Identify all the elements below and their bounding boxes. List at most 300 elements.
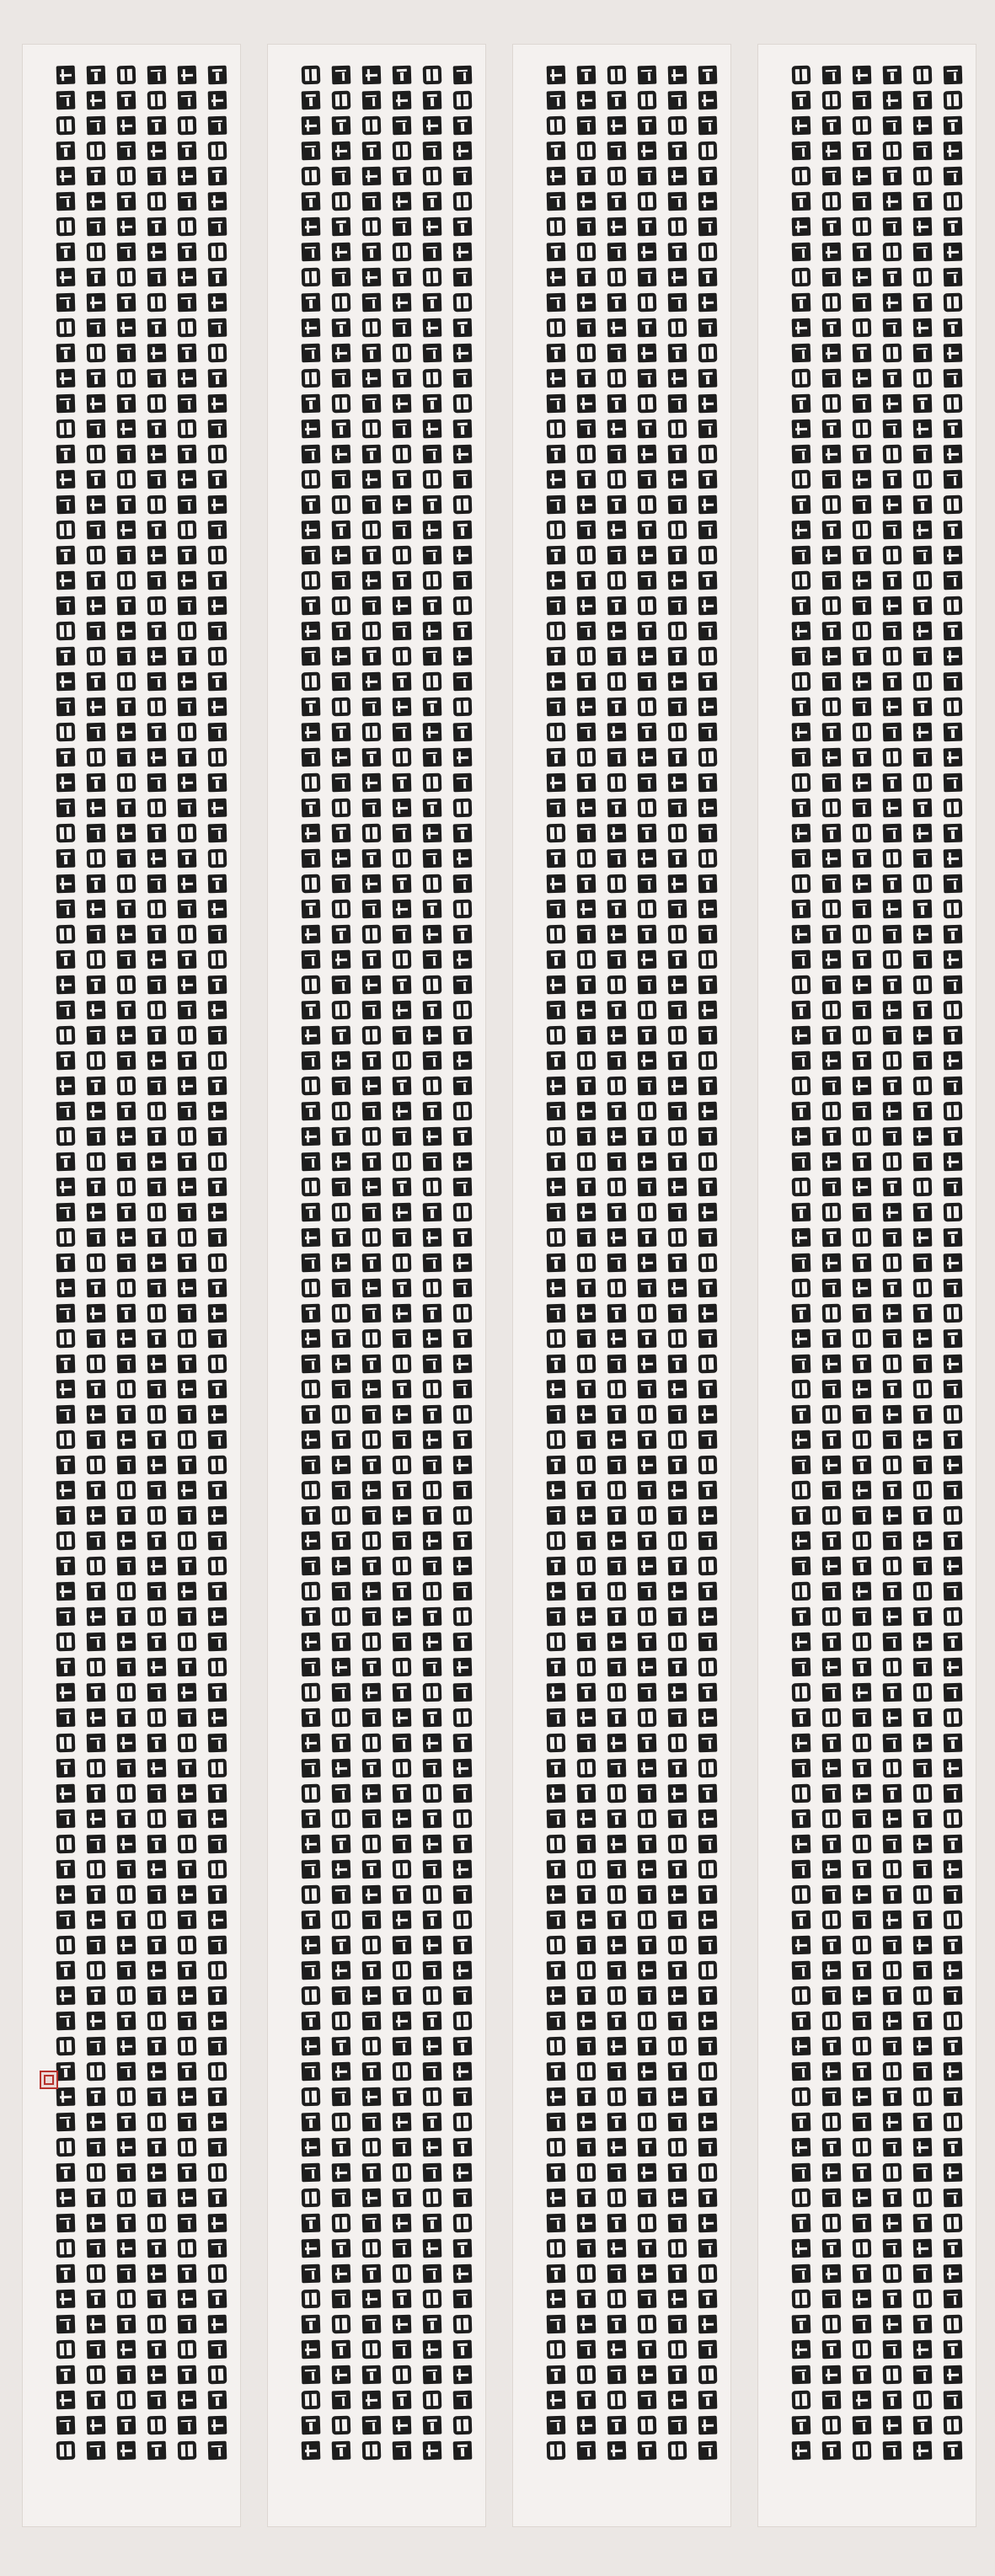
calligraphy-character-icon	[853, 1481, 872, 1500]
calligraphy-character-icon	[668, 622, 687, 641]
calligraphy-character-icon	[668, 849, 687, 868]
calligraphy-character-icon	[668, 1102, 687, 1121]
calligraphy-character-icon	[362, 925, 382, 944]
calligraphy-character-icon	[944, 546, 963, 565]
calligraphy-character-icon	[547, 2264, 566, 2284]
calligraphy-character-icon	[423, 2012, 442, 2031]
calligraphy-character-icon	[208, 116, 227, 136]
calligraphy-character-icon	[792, 1026, 811, 1045]
calligraphy-character-icon	[822, 1759, 842, 1778]
calligraphy-character-icon	[332, 91, 351, 110]
calligraphy-character-icon	[913, 874, 933, 894]
calligraphy-character-icon	[913, 1380, 933, 1399]
calligraphy-character-icon	[698, 394, 718, 414]
calligraphy-character-icon	[638, 1911, 657, 1930]
calligraphy-character-icon	[423, 470, 442, 489]
calligraphy-character-icon	[423, 1456, 442, 1475]
calligraphy-character-icon	[883, 2441, 902, 2461]
calligraphy-character-icon	[547, 1329, 566, 1349]
calligraphy-character-icon	[822, 2391, 842, 2410]
calligraphy-character-icon	[792, 1809, 811, 1829]
calligraphy-character-icon	[607, 369, 627, 388]
calligraphy-character-icon	[302, 167, 321, 186]
calligraphy-character-icon	[178, 420, 197, 439]
calligraphy-character-icon	[362, 1001, 382, 1020]
calligraphy-character-icon	[944, 2365, 963, 2385]
calligraphy-character-icon	[332, 420, 351, 439]
calligraphy-character-icon	[453, 2087, 473, 2107]
calligraphy-character-icon	[56, 1481, 76, 1500]
calligraphy-character-icon	[883, 874, 902, 894]
calligraphy-character-icon	[453, 1936, 473, 1955]
calligraphy-character-icon	[638, 1456, 657, 1475]
calligraphy-character-icon	[302, 1279, 321, 1298]
calligraphy-character-icon	[178, 2037, 197, 2056]
calligraphy-character-icon	[547, 2416, 566, 2435]
calligraphy-character-icon	[178, 1001, 197, 1020]
calligraphy-character-icon	[453, 1051, 473, 1071]
calligraphy-character-icon	[607, 1885, 627, 1905]
calligraphy-character-icon	[577, 1279, 596, 1298]
calligraphy-character-icon	[332, 1001, 351, 1020]
calligraphy-character-icon	[208, 1077, 227, 1096]
calligraphy-character-icon	[117, 1127, 136, 1146]
calligraphy-character-icon	[792, 192, 811, 211]
calligraphy-character-icon	[607, 2087, 627, 2107]
calligraphy-character-icon	[56, 2264, 76, 2284]
calligraphy-character-icon	[147, 900, 167, 919]
calligraphy-character-icon	[117, 622, 136, 641]
calligraphy-character-icon	[577, 1809, 596, 1829]
calligraphy-character-icon	[577, 1329, 596, 1349]
calligraphy-character-icon	[607, 1127, 627, 1146]
calligraphy-character-icon	[822, 268, 842, 287]
calligraphy-character-icon	[577, 1582, 596, 1601]
calligraphy-character-icon	[362, 2189, 382, 2208]
calligraphy-character-icon	[577, 445, 596, 464]
calligraphy-character-icon	[698, 470, 718, 489]
calligraphy-character-icon	[913, 1329, 933, 1349]
calligraphy-character-icon	[792, 2416, 811, 2435]
calligraphy-character-icon	[117, 66, 136, 85]
calligraphy-character-icon	[547, 799, 566, 818]
calligraphy-character-icon	[577, 1026, 596, 1045]
calligraphy-character-icon	[638, 1506, 657, 1526]
calligraphy-character-icon	[332, 192, 351, 211]
calligraphy-character-icon	[577, 394, 596, 414]
calligraphy-character-icon	[883, 1304, 902, 1323]
calligraphy-character-icon	[332, 950, 351, 970]
calligraphy-character-icon	[668, 268, 687, 287]
calligraphy-character-icon	[453, 445, 473, 464]
calligraphy-character-icon	[208, 2062, 227, 2082]
calligraphy-character-icon	[607, 1860, 627, 1879]
calligraphy-character-icon	[638, 1885, 657, 1905]
calligraphy-character-icon	[792, 142, 811, 161]
calligraphy-character-icon	[208, 824, 227, 843]
calligraphy-character-icon	[822, 1405, 842, 1424]
calligraphy-character-icon	[332, 2264, 351, 2284]
calligraphy-character-icon	[393, 2037, 412, 2056]
calligraphy-character-icon	[792, 2037, 811, 2056]
calligraphy-character-icon	[302, 495, 321, 515]
calligraphy-character-icon	[393, 1228, 412, 1248]
calligraphy-character-icon	[668, 2214, 687, 2233]
calligraphy-character-icon	[302, 1936, 321, 1955]
calligraphy-character-icon	[607, 394, 627, 414]
text-column-3	[882, 66, 902, 2500]
calligraphy-character-icon	[822, 66, 842, 85]
calligraphy-character-icon	[547, 470, 566, 489]
calligraphy-character-icon	[913, 318, 933, 338]
calligraphy-character-icon	[668, 874, 687, 894]
calligraphy-character-icon	[853, 1405, 872, 1424]
calligraphy-character-icon	[302, 571, 321, 591]
calligraphy-character-icon	[944, 1835, 963, 1854]
calligraphy-character-icon	[577, 1759, 596, 1778]
calligraphy-character-icon	[56, 622, 76, 641]
calligraphy-character-icon	[302, 369, 321, 388]
calligraphy-character-icon	[87, 2214, 106, 2233]
calligraphy-character-icon	[668, 1405, 687, 1424]
calligraphy-character-icon	[853, 142, 872, 161]
calligraphy-character-icon	[208, 318, 227, 338]
calligraphy-character-icon	[332, 2113, 351, 2132]
calligraphy-character-icon	[302, 344, 321, 363]
calligraphy-character-icon	[792, 2012, 811, 2031]
calligraphy-character-icon	[362, 1127, 382, 1146]
calligraphy-character-icon	[208, 1304, 227, 1323]
calligraphy-character-icon	[147, 2365, 167, 2385]
calligraphy-character-icon	[638, 1051, 657, 1071]
calligraphy-character-icon	[56, 66, 76, 85]
calligraphy-character-icon	[698, 2290, 718, 2309]
calligraphy-character-icon	[208, 1557, 227, 1576]
calligraphy-character-icon	[883, 445, 902, 464]
calligraphy-character-icon	[792, 167, 811, 186]
calligraphy-character-icon	[607, 2138, 627, 2157]
calligraphy-character-icon	[944, 1809, 963, 1829]
calligraphy-character-icon	[607, 571, 627, 591]
calligraphy-character-icon	[607, 672, 627, 692]
calligraphy-character-icon	[822, 1633, 842, 1652]
calligraphy-character-icon	[147, 2138, 167, 2157]
calligraphy-character-icon	[944, 217, 963, 237]
calligraphy-character-icon	[332, 445, 351, 464]
calligraphy-character-icon	[178, 546, 197, 565]
calligraphy-character-icon	[56, 268, 76, 287]
calligraphy-character-icon	[178, 1456, 197, 1475]
calligraphy-character-icon	[208, 2365, 227, 2385]
calligraphy-character-icon	[453, 1582, 473, 1601]
calligraphy-character-icon	[883, 1658, 902, 1677]
calligraphy-character-icon	[332, 116, 351, 136]
calligraphy-character-icon	[87, 394, 106, 414]
calligraphy-character-icon	[117, 521, 136, 540]
calligraphy-character-icon	[302, 1026, 321, 1045]
calligraphy-character-icon	[547, 2214, 566, 2233]
calligraphy-character-icon	[302, 1329, 321, 1349]
calligraphy-character-icon	[362, 824, 382, 843]
calligraphy-character-icon	[87, 874, 106, 894]
calligraphy-character-icon	[56, 1860, 76, 1879]
calligraphy-character-icon	[56, 1936, 76, 1955]
calligraphy-character-icon	[208, 1734, 227, 1753]
calligraphy-character-icon	[913, 1860, 933, 1879]
calligraphy-character-icon	[147, 344, 167, 363]
calligraphy-character-icon	[423, 571, 442, 591]
calligraphy-character-icon	[56, 647, 76, 666]
calligraphy-character-icon	[362, 1683, 382, 1702]
calligraphy-character-icon	[178, 773, 197, 793]
calligraphy-character-icon	[883, 2037, 902, 2056]
calligraphy-character-icon	[393, 1557, 412, 1576]
calligraphy-character-icon	[913, 1734, 933, 1753]
calligraphy-character-icon	[453, 1253, 473, 1273]
calligraphy-character-icon	[577, 622, 596, 641]
calligraphy-character-icon	[117, 1178, 136, 1197]
calligraphy-character-icon	[883, 1759, 902, 1778]
calligraphy-character-icon	[147, 470, 167, 489]
calligraphy-character-icon	[822, 2264, 842, 2284]
calligraphy-character-icon	[638, 1077, 657, 1096]
calligraphy-character-icon	[117, 167, 136, 186]
calligraphy-character-icon	[453, 1607, 473, 1627]
calligraphy-character-icon	[208, 217, 227, 237]
calligraphy-character-icon	[178, 622, 197, 641]
calligraphy-character-icon	[393, 344, 412, 363]
calligraphy-character-icon	[362, 344, 382, 363]
calligraphy-character-icon	[208, 1380, 227, 1399]
calligraphy-character-icon	[668, 1304, 687, 1323]
calligraphy-character-icon	[393, 571, 412, 591]
calligraphy-character-icon	[423, 66, 442, 85]
calligraphy-character-icon	[56, 2189, 76, 2208]
calligraphy-character-icon	[117, 2416, 136, 2435]
calligraphy-character-icon	[117, 2138, 136, 2157]
calligraphy-character-icon	[453, 2441, 473, 2461]
calligraphy-character-icon	[944, 318, 963, 338]
calligraphy-character-icon	[208, 1127, 227, 1146]
calligraphy-character-icon	[302, 318, 321, 338]
calligraphy-character-icon	[208, 1102, 227, 1121]
calligraphy-character-icon	[792, 1607, 811, 1627]
calligraphy-character-icon	[178, 2391, 197, 2410]
calligraphy-character-icon	[853, 1557, 872, 1576]
calligraphy-character-icon	[302, 1001, 321, 1020]
calligraphy-character-icon	[792, 1329, 811, 1349]
calligraphy-character-icon	[423, 1329, 442, 1349]
calligraphy-character-icon	[362, 192, 382, 211]
calligraphy-character-icon	[607, 1986, 627, 2006]
calligraphy-character-icon	[56, 874, 76, 894]
calligraphy-character-icon	[607, 2264, 627, 2284]
calligraphy-character-icon	[178, 293, 197, 313]
calligraphy-character-icon	[853, 1026, 872, 1045]
calligraphy-character-icon	[147, 723, 167, 742]
calligraphy-character-icon	[87, 546, 106, 565]
calligraphy-character-icon	[178, 344, 197, 363]
calligraphy-character-icon	[883, 824, 902, 843]
calligraphy-character-icon	[56, 1304, 76, 1323]
calligraphy-character-icon	[913, 925, 933, 944]
calligraphy-character-icon	[698, 672, 718, 692]
calligraphy-character-icon	[792, 2315, 811, 2334]
calligraphy-character-icon	[56, 1405, 76, 1424]
calligraphy-character-icon	[638, 1734, 657, 1753]
calligraphy-character-icon	[944, 268, 963, 287]
calligraphy-character-icon	[698, 622, 718, 641]
calligraphy-character-icon	[853, 1809, 872, 1829]
calligraphy-character-icon	[853, 1355, 872, 1374]
calligraphy-character-icon	[56, 1279, 76, 1298]
calligraphy-character-icon	[302, 2441, 321, 2461]
calligraphy-character-icon	[393, 647, 412, 666]
calligraphy-character-icon	[792, 975, 811, 995]
calligraphy-character-icon	[853, 420, 872, 439]
calligraphy-character-icon	[792, 2365, 811, 2385]
calligraphy-character-icon	[302, 2163, 321, 2183]
calligraphy-character-icon	[178, 1683, 197, 1702]
calligraphy-character-icon	[362, 116, 382, 136]
calligraphy-character-icon	[332, 1708, 351, 1728]
calligraphy-character-icon	[147, 2290, 167, 2309]
calligraphy-character-icon	[883, 2391, 902, 2410]
calligraphy-character-icon	[883, 799, 902, 818]
calligraphy-character-icon	[822, 950, 842, 970]
calligraphy-character-icon	[117, 1051, 136, 1071]
calligraphy-character-icon	[547, 1582, 566, 1601]
calligraphy-character-icon	[393, 420, 412, 439]
calligraphy-character-icon	[668, 2365, 687, 2385]
calligraphy-character-icon	[56, 1607, 76, 1627]
calligraphy-character-icon	[883, 1329, 902, 1349]
calligraphy-character-icon	[638, 1607, 657, 1627]
calligraphy-character-icon	[883, 1784, 902, 1804]
calligraphy-character-icon	[56, 116, 76, 136]
calligraphy-character-icon	[393, 1355, 412, 1374]
calligraphy-character-icon	[944, 470, 963, 489]
calligraphy-character-icon	[944, 1430, 963, 1450]
calligraphy-character-icon	[208, 1203, 227, 1222]
calligraphy-character-icon	[944, 2264, 963, 2284]
calligraphy-character-icon	[362, 2012, 382, 2031]
calligraphy-character-icon	[332, 521, 351, 540]
calligraphy-character-icon	[178, 521, 197, 540]
calligraphy-character-icon	[607, 1633, 627, 1652]
calligraphy-character-icon	[87, 217, 106, 237]
calligraphy-character-icon	[944, 697, 963, 717]
calligraphy-character-icon	[56, 2062, 76, 2082]
text-column-1	[452, 66, 473, 2500]
calligraphy-character-icon	[698, 1809, 718, 1829]
calligraphy-character-icon	[547, 495, 566, 515]
calligraphy-character-icon	[822, 1936, 842, 1955]
calligraphy-character-icon	[178, 66, 197, 85]
calligraphy-character-icon	[822, 1355, 842, 1374]
calligraphy-character-icon	[178, 2087, 197, 2107]
calligraphy-character-icon	[208, 849, 227, 868]
calligraphy-character-icon	[178, 1077, 197, 1096]
calligraphy-character-icon	[883, 1203, 902, 1222]
calligraphy-character-icon	[638, 192, 657, 211]
calligraphy-character-icon	[208, 1228, 227, 1248]
calligraphy-character-icon	[638, 697, 657, 717]
calligraphy-character-icon	[638, 622, 657, 641]
calligraphy-character-icon	[822, 2365, 842, 2385]
text-column-3	[392, 66, 412, 2500]
calligraphy-character-icon	[792, 1582, 811, 1601]
calligraphy-character-icon	[944, 773, 963, 793]
calligraphy-character-icon	[362, 142, 382, 161]
calligraphy-character-icon	[393, 318, 412, 338]
calligraphy-character-icon	[56, 470, 76, 489]
calligraphy-character-icon	[698, 2365, 718, 2385]
calligraphy-character-icon	[332, 672, 351, 692]
calligraphy-character-icon	[423, 2087, 442, 2107]
calligraphy-character-icon	[87, 2189, 106, 2208]
calligraphy-character-icon	[362, 1557, 382, 1576]
calligraphy-character-icon	[577, 2062, 596, 2082]
calligraphy-character-icon	[853, 2340, 872, 2360]
calligraphy-character-icon	[547, 1936, 566, 1955]
calligraphy-character-icon	[883, 1582, 902, 1601]
calligraphy-character-icon	[577, 950, 596, 970]
calligraphy-character-icon	[208, 2441, 227, 2461]
calligraphy-character-icon	[822, 2214, 842, 2233]
calligraphy-character-icon	[332, 1683, 351, 1702]
calligraphy-character-icon	[332, 799, 351, 818]
calligraphy-character-icon	[178, 1152, 197, 1172]
calligraphy-character-icon	[117, 2391, 136, 2410]
calligraphy-character-icon	[853, 647, 872, 666]
calligraphy-character-icon	[56, 546, 76, 565]
calligraphy-character-icon	[362, 900, 382, 919]
calligraphy-character-icon	[302, 1986, 321, 2006]
calligraphy-character-icon	[453, 1658, 473, 1677]
calligraphy-character-icon	[117, 2340, 136, 2360]
calligraphy-character-icon	[883, 344, 902, 363]
calligraphy-character-icon	[853, 900, 872, 919]
calligraphy-character-icon	[944, 1127, 963, 1146]
calligraphy-character-icon	[208, 1355, 227, 1374]
calligraphy-character-icon	[332, 1936, 351, 1955]
calligraphy-character-icon	[393, 1936, 412, 1955]
calligraphy-character-icon	[913, 394, 933, 414]
calligraphy-character-icon	[332, 1506, 351, 1526]
calligraphy-character-icon	[913, 2340, 933, 2360]
calligraphy-character-icon	[913, 521, 933, 540]
calligraphy-character-icon	[302, 1911, 321, 1930]
calligraphy-character-icon	[698, 647, 718, 666]
calligraphy-character-icon	[883, 2189, 902, 2208]
calligraphy-character-icon	[453, 2239, 473, 2258]
calligraphy-character-icon	[87, 672, 106, 692]
calligraphy-character-icon	[698, 1203, 718, 1222]
calligraphy-character-icon	[332, 1582, 351, 1601]
calligraphy-character-icon	[87, 293, 106, 313]
calligraphy-character-icon	[302, 268, 321, 287]
calligraphy-character-icon	[607, 1228, 627, 1248]
calligraphy-character-icon	[453, 571, 473, 591]
calligraphy-character-icon	[208, 1936, 227, 1955]
calligraphy-character-icon	[853, 1430, 872, 1450]
calligraphy-character-icon	[577, 1607, 596, 1627]
calligraphy-character-icon	[87, 1430, 106, 1450]
calligraphy-character-icon	[547, 824, 566, 843]
calligraphy-character-icon	[792, 2441, 811, 2461]
calligraphy-character-icon	[87, 950, 106, 970]
